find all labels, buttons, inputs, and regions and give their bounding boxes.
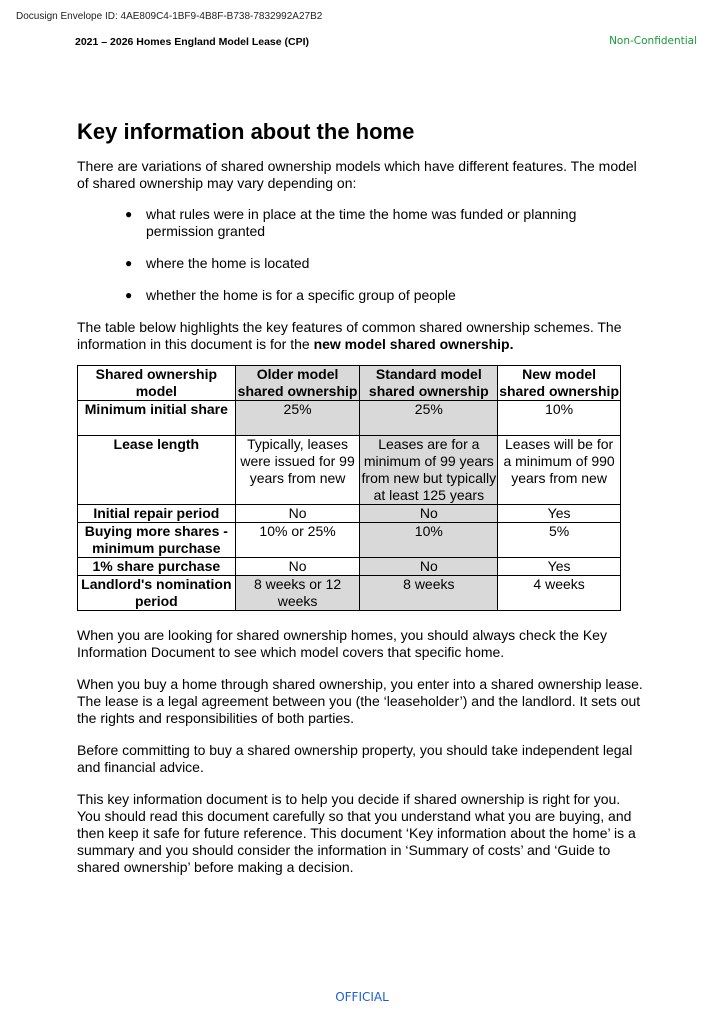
table-header-row (78, 366, 621, 401)
classification-top: Non-Confidential (609, 35, 697, 47)
table-cell: No (360, 505, 498, 523)
table-cell: 5% (498, 523, 621, 558)
body-paragraph: When you are looking for shared ownership homes, you should always check the Key Information Document to see which model covers that specific home. (77, 627, 607, 660)
table-cell: Yes (498, 505, 621, 523)
table-cell: No (235, 505, 360, 523)
table-cell: No (360, 558, 498, 576)
intro-paragraph: There are variations of shared ownership models which have different features. The model of shared ownership may vary depending on: (77, 158, 637, 191)
row-label: Minimum initial share (78, 401, 236, 436)
classification-bottom: OFFICIAL (335, 990, 389, 1004)
table-intro-bold: new model shared ownership. (313, 336, 514, 352)
table-header-cell: Standard model shared ownership (360, 366, 498, 401)
table-cell: 8 weeks (360, 576, 498, 611)
bullet-icon: ● (125, 207, 133, 221)
table-cell: 8 weeks or 12 weeks (235, 576, 360, 611)
row-label: Lease length (78, 436, 236, 505)
row-label: Landlord's nomination period (78, 576, 236, 611)
list-item-text: where the home is located (146, 255, 310, 271)
table-cell: No (235, 558, 360, 576)
envelope-id: Docusign Envelope ID: 4AE809C4-1BF9-4B8F-B738-7832992A27B2 (16, 11, 323, 22)
bullet-list (77, 206, 647, 304)
bullet-icon: ● (125, 256, 133, 270)
list-item (77, 255, 647, 272)
table-header-cell: Shared ownership model (78, 366, 236, 401)
table-cell: 10% (360, 523, 498, 558)
table-header-cell: Older model shared ownership (235, 366, 360, 401)
table-cell: 4 weeks (498, 576, 621, 611)
body-paragraph: This key information document is to help you decide if shared ownership is right for you. You should read this document carefully so that you understand what you are buying, and then keep it safe for future reference. This document ‘Key information about the home’ is a summary and you should consider the information in ‘Summary of costs’ and ‘Guide to shared ownership’ before making a decision. (77, 791, 636, 875)
row-label: 1% share purchase (78, 558, 236, 576)
table-cell: 25% (360, 401, 498, 436)
comparison-table (77, 365, 621, 611)
body-paragraph: Before committing to buy a shared ownership property, you should take independent legal and financial advice. (77, 742, 633, 775)
table-cell: Yes (498, 558, 621, 576)
lease-header: 2021 – 2026 Homes England Model Lease (CPI) (75, 36, 310, 48)
list-item-text: whether the home is for a specific group of people (146, 287, 456, 303)
table-cell: Leases are for a minimum of 99 years from new but typically at least 125 years (361, 436, 497, 503)
table-intro-paragraph (77, 319, 647, 353)
table-cell: 25% (235, 401, 360, 436)
bullet-icon: ● (125, 288, 133, 302)
page-title: Key information about the home (77, 119, 415, 144)
table-row (78, 436, 621, 505)
table-row (78, 576, 621, 611)
table-cell: 10% or 25% (235, 523, 360, 558)
table-row (78, 401, 621, 436)
list-item (77, 206, 647, 240)
table-row (78, 523, 621, 558)
row-label: Initial repair period (78, 505, 236, 523)
table-cell: 10% (498, 401, 621, 436)
body-paragraph: When you buy a home through shared ownership, you enter into a shared ownership lease. The lease is a legal agreement between you (the ‘leaseholder’) and the landlord. It sets out the rights and responsibilities of both parties. (77, 676, 643, 726)
table-header-cell: New model shared ownership (499, 366, 619, 399)
row-label: Buying more shares - minimum purchase (78, 523, 236, 558)
list-item-text: what rules were in place at the time the home was funded or planning permission granted (146, 206, 577, 239)
table-intro-text: The table below highlights the key features of common shared ownership schemes. The information in this document is for the (77, 319, 622, 352)
page-content (77, 118, 647, 891)
table-cell: Typically, leases were issued for 99 years from new (235, 436, 360, 505)
table-cell: Leases will be for a minimum of 990 years from new (498, 436, 621, 505)
list-item (77, 287, 647, 304)
table-row (78, 505, 621, 523)
table-row (78, 558, 621, 576)
